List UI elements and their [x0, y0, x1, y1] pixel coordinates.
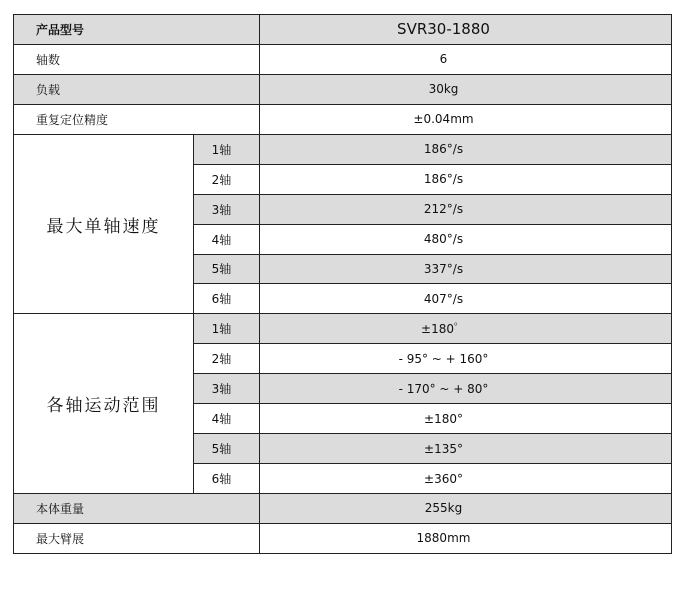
- speed-value: 407°/s: [260, 284, 672, 314]
- table-row-model: [14, 15, 672, 45]
- reach-label: 最大臂展: [14, 523, 260, 553]
- table-row: [14, 134, 672, 164]
- axes-label: 轴数: [14, 44, 260, 74]
- speed-value: 186°/s: [260, 164, 672, 194]
- speed-axis-label: 2轴: [194, 164, 260, 194]
- range-axis-label: 2轴: [194, 344, 260, 374]
- weight-label: 本体重量: [14, 494, 260, 524]
- speed-value: 480°/s: [260, 224, 672, 254]
- speed-axis-label: 4轴: [194, 224, 260, 254]
- range-axis-label: 3轴: [194, 374, 260, 404]
- table-row-repeatability: [14, 104, 672, 134]
- range-value: ±135°: [260, 434, 672, 464]
- speed-axis-label: 6轴: [194, 284, 260, 314]
- speed-value: 337°/s: [260, 254, 672, 284]
- range-axis-label: 5轴: [194, 434, 260, 464]
- range-axis-label: 1轴: [194, 314, 260, 344]
- range-value: ±180゜: [260, 314, 672, 344]
- table-row-reach: [14, 523, 672, 553]
- range-value: ±360°: [260, 464, 672, 494]
- payload-value: 30kg: [260, 74, 672, 104]
- speed-axis-label: 5轴: [194, 254, 260, 284]
- speed-value: 212°/s: [260, 194, 672, 224]
- weight-value: 255kg: [260, 494, 672, 524]
- speed-axis-label: 3轴: [194, 194, 260, 224]
- speed-group-label: 最大单轴速度: [14, 134, 194, 314]
- range-group-label: 各轴运动范围: [14, 314, 194, 494]
- range-axis-label: 4轴: [194, 404, 260, 434]
- model-value: SVR30-1880: [260, 15, 672, 45]
- table-row-axes: [14, 44, 672, 74]
- spec-table: [13, 14, 672, 554]
- table-row-payload: [14, 74, 672, 104]
- payload-label: 负载: [14, 74, 260, 104]
- model-label: 产品型号: [14, 15, 260, 45]
- table-row: [14, 314, 672, 344]
- repeatability-label: 重复定位精度: [14, 104, 260, 134]
- speed-axis-label: 1轴: [194, 134, 260, 164]
- range-value: - 95° ~ + 160°: [260, 344, 672, 374]
- table-row-weight: [14, 494, 672, 524]
- range-value: - 170° ~ + 80°: [260, 374, 672, 404]
- repeatability-value: ±0.04mm: [260, 104, 672, 134]
- range-value: ±180°: [260, 404, 672, 434]
- range-axis-label: 6轴: [194, 464, 260, 494]
- reach-value: 1880mm: [260, 523, 672, 553]
- axes-value: 6: [260, 44, 672, 74]
- speed-value: 186°/s: [260, 134, 672, 164]
